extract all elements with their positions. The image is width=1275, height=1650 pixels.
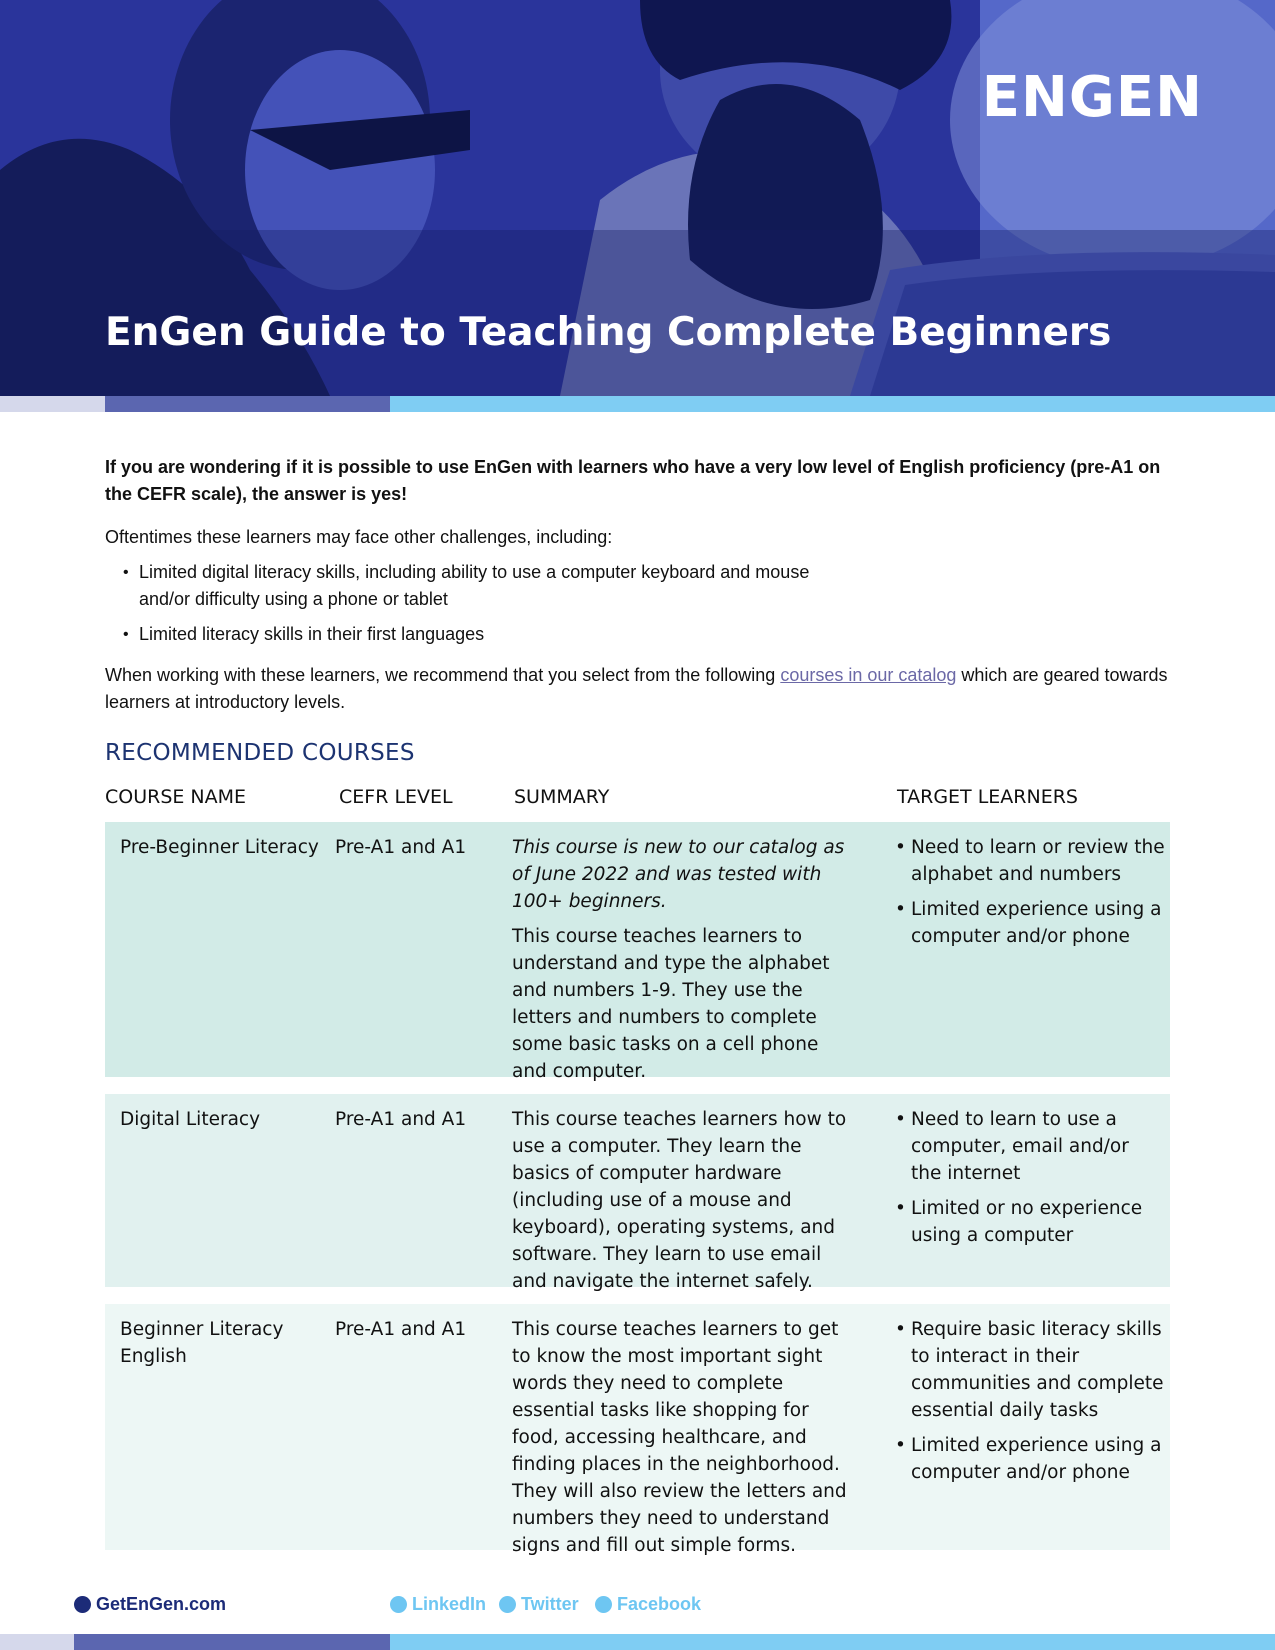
course-summary-text: This course teaches learners to understand and type the alphabet and numbers 1-9. They use the letters and numbers to complete some basic tasks on a cell phone and computer. <box>512 926 830 1082</box>
target-item: • Limited experience using a computer and/or phone <box>895 896 1165 950</box>
recommend-paragraph <box>105 662 1170 716</box>
course-level: Pre-A1 and A1 <box>335 837 467 858</box>
target-item: • Need to learn or review the alphabet and numbers <box>895 834 1165 888</box>
facebook-label: Facebook <box>617 1594 702 1614</box>
linkedin-link[interactable] <box>390 1591 486 1617</box>
recommend-text-before: When working with these learners, we recommend that you select from the following <box>105 665 781 685</box>
course-note: This course is new to our catalog as of June 2022 and was tested with 100+ beginners. <box>512 837 845 912</box>
course-targets <box>895 1106 1165 1257</box>
engen-logo[interactable]: ENGEN <box>981 65 1203 130</box>
page-title: EnGen Guide to Teaching Complete Beginners <box>105 310 1112 355</box>
facebook-link[interactable] <box>595 1591 701 1617</box>
course-summary <box>512 1316 857 1567</box>
website-link[interactable] <box>74 1591 226 1617</box>
course-targets <box>895 834 1165 958</box>
course-summary-text: This course teaches learners to get to know the most important sight words they need to complete essential tasks like shopping for food, accessing healthcare, and finding places in the neighborhood. They will also review the letters and numbers they need to understand signs and fill out simple forms. <box>512 1319 847 1556</box>
linkedin-dot-icon <box>390 1596 407 1613</box>
footer-stripe-pale <box>0 1634 74 1650</box>
course-row-digital-literacy <box>105 1094 1170 1292</box>
course-name: Pre-Beginner Literacy <box>120 837 319 858</box>
header-stripe-indigo <box>105 396 390 412</box>
challenges-list <box>105 559 865 648</box>
course-row-pre-beginner-literacy <box>105 822 1170 1082</box>
column-header-target-learners: TARGET LEARNERS <box>897 786 1078 808</box>
target-item: • Require basic literacy skills to interact in their communities and complete essential daily tasks <box>895 1316 1165 1424</box>
course-name: Digital Literacy <box>120 1109 261 1130</box>
footer <box>74 1591 1174 1619</box>
twitter-dot-icon <box>499 1596 516 1613</box>
course-summary-text: This course teaches learners how to use a computer. They learn the basics of computer hardware (including use of a mouse and keyboard), operating systems, and software. They learn to use email and navigate the internet safely. <box>512 1109 847 1292</box>
column-header-course-name: COURSE NAME <box>105 786 247 808</box>
website-label: GetEnGen.com <box>96 1594 227 1614</box>
list-item: • Limited literacy skills in their first languages <box>105 621 865 648</box>
target-item: • Need to learn to use a computer, email and/or the internet <box>895 1106 1165 1187</box>
course-summary <box>512 834 857 1093</box>
header-stripe-pale <box>0 396 105 412</box>
catalog-link[interactable]: courses in our catalog <box>780 665 957 685</box>
footer-stripe-indigo <box>74 1634 390 1650</box>
recommended-courses-heading: RECOMMENDED COURSES <box>105 740 415 766</box>
website-dot-icon <box>74 1596 91 1613</box>
recommend-text-after: which are geared towards learners at introductory levels. <box>105 665 1168 712</box>
intro-section <box>105 454 1170 716</box>
facebook-dot-icon <box>595 1596 612 1613</box>
twitter-link[interactable] <box>499 1591 579 1617</box>
course-row-beginner-literacy-english <box>105 1304 1170 1556</box>
intro-lead: If you are wondering if it is possible to use EnGen with learners who have a very low level of English proficiency (pre-A1 on the CEFR scale), the answer is yes! <box>105 457 1161 504</box>
course-level: Pre-A1 and A1 <box>335 1319 467 1340</box>
hero-banner <box>0 0 1275 396</box>
linkedin-label: LinkedIn <box>412 1594 487 1614</box>
challenges-intro: Oftentimes these learners may face other challenges, including: <box>105 527 613 547</box>
target-item: • Limited experience using a computer and/or phone <box>895 1432 1165 1486</box>
list-item: • Limited digital literacy skills, including ability to use a computer keyboard and mouse and/or difficulty using a phone or tablet <box>105 559 865 613</box>
twitter-label: Twitter <box>521 1594 579 1614</box>
footer-stripe-sky <box>390 1634 1275 1650</box>
column-header-summary: SUMMARY <box>514 786 610 808</box>
column-header-cefr-level: CEFR LEVEL <box>339 786 453 808</box>
target-item: • Limited or no experience using a computer <box>895 1195 1165 1249</box>
course-summary <box>512 1106 857 1303</box>
course-name: Beginner Literacy English <box>120 1319 284 1367</box>
course-level: Pre-A1 and A1 <box>335 1109 467 1130</box>
course-targets <box>895 1316 1165 1494</box>
header-stripe-sky <box>390 396 1275 412</box>
